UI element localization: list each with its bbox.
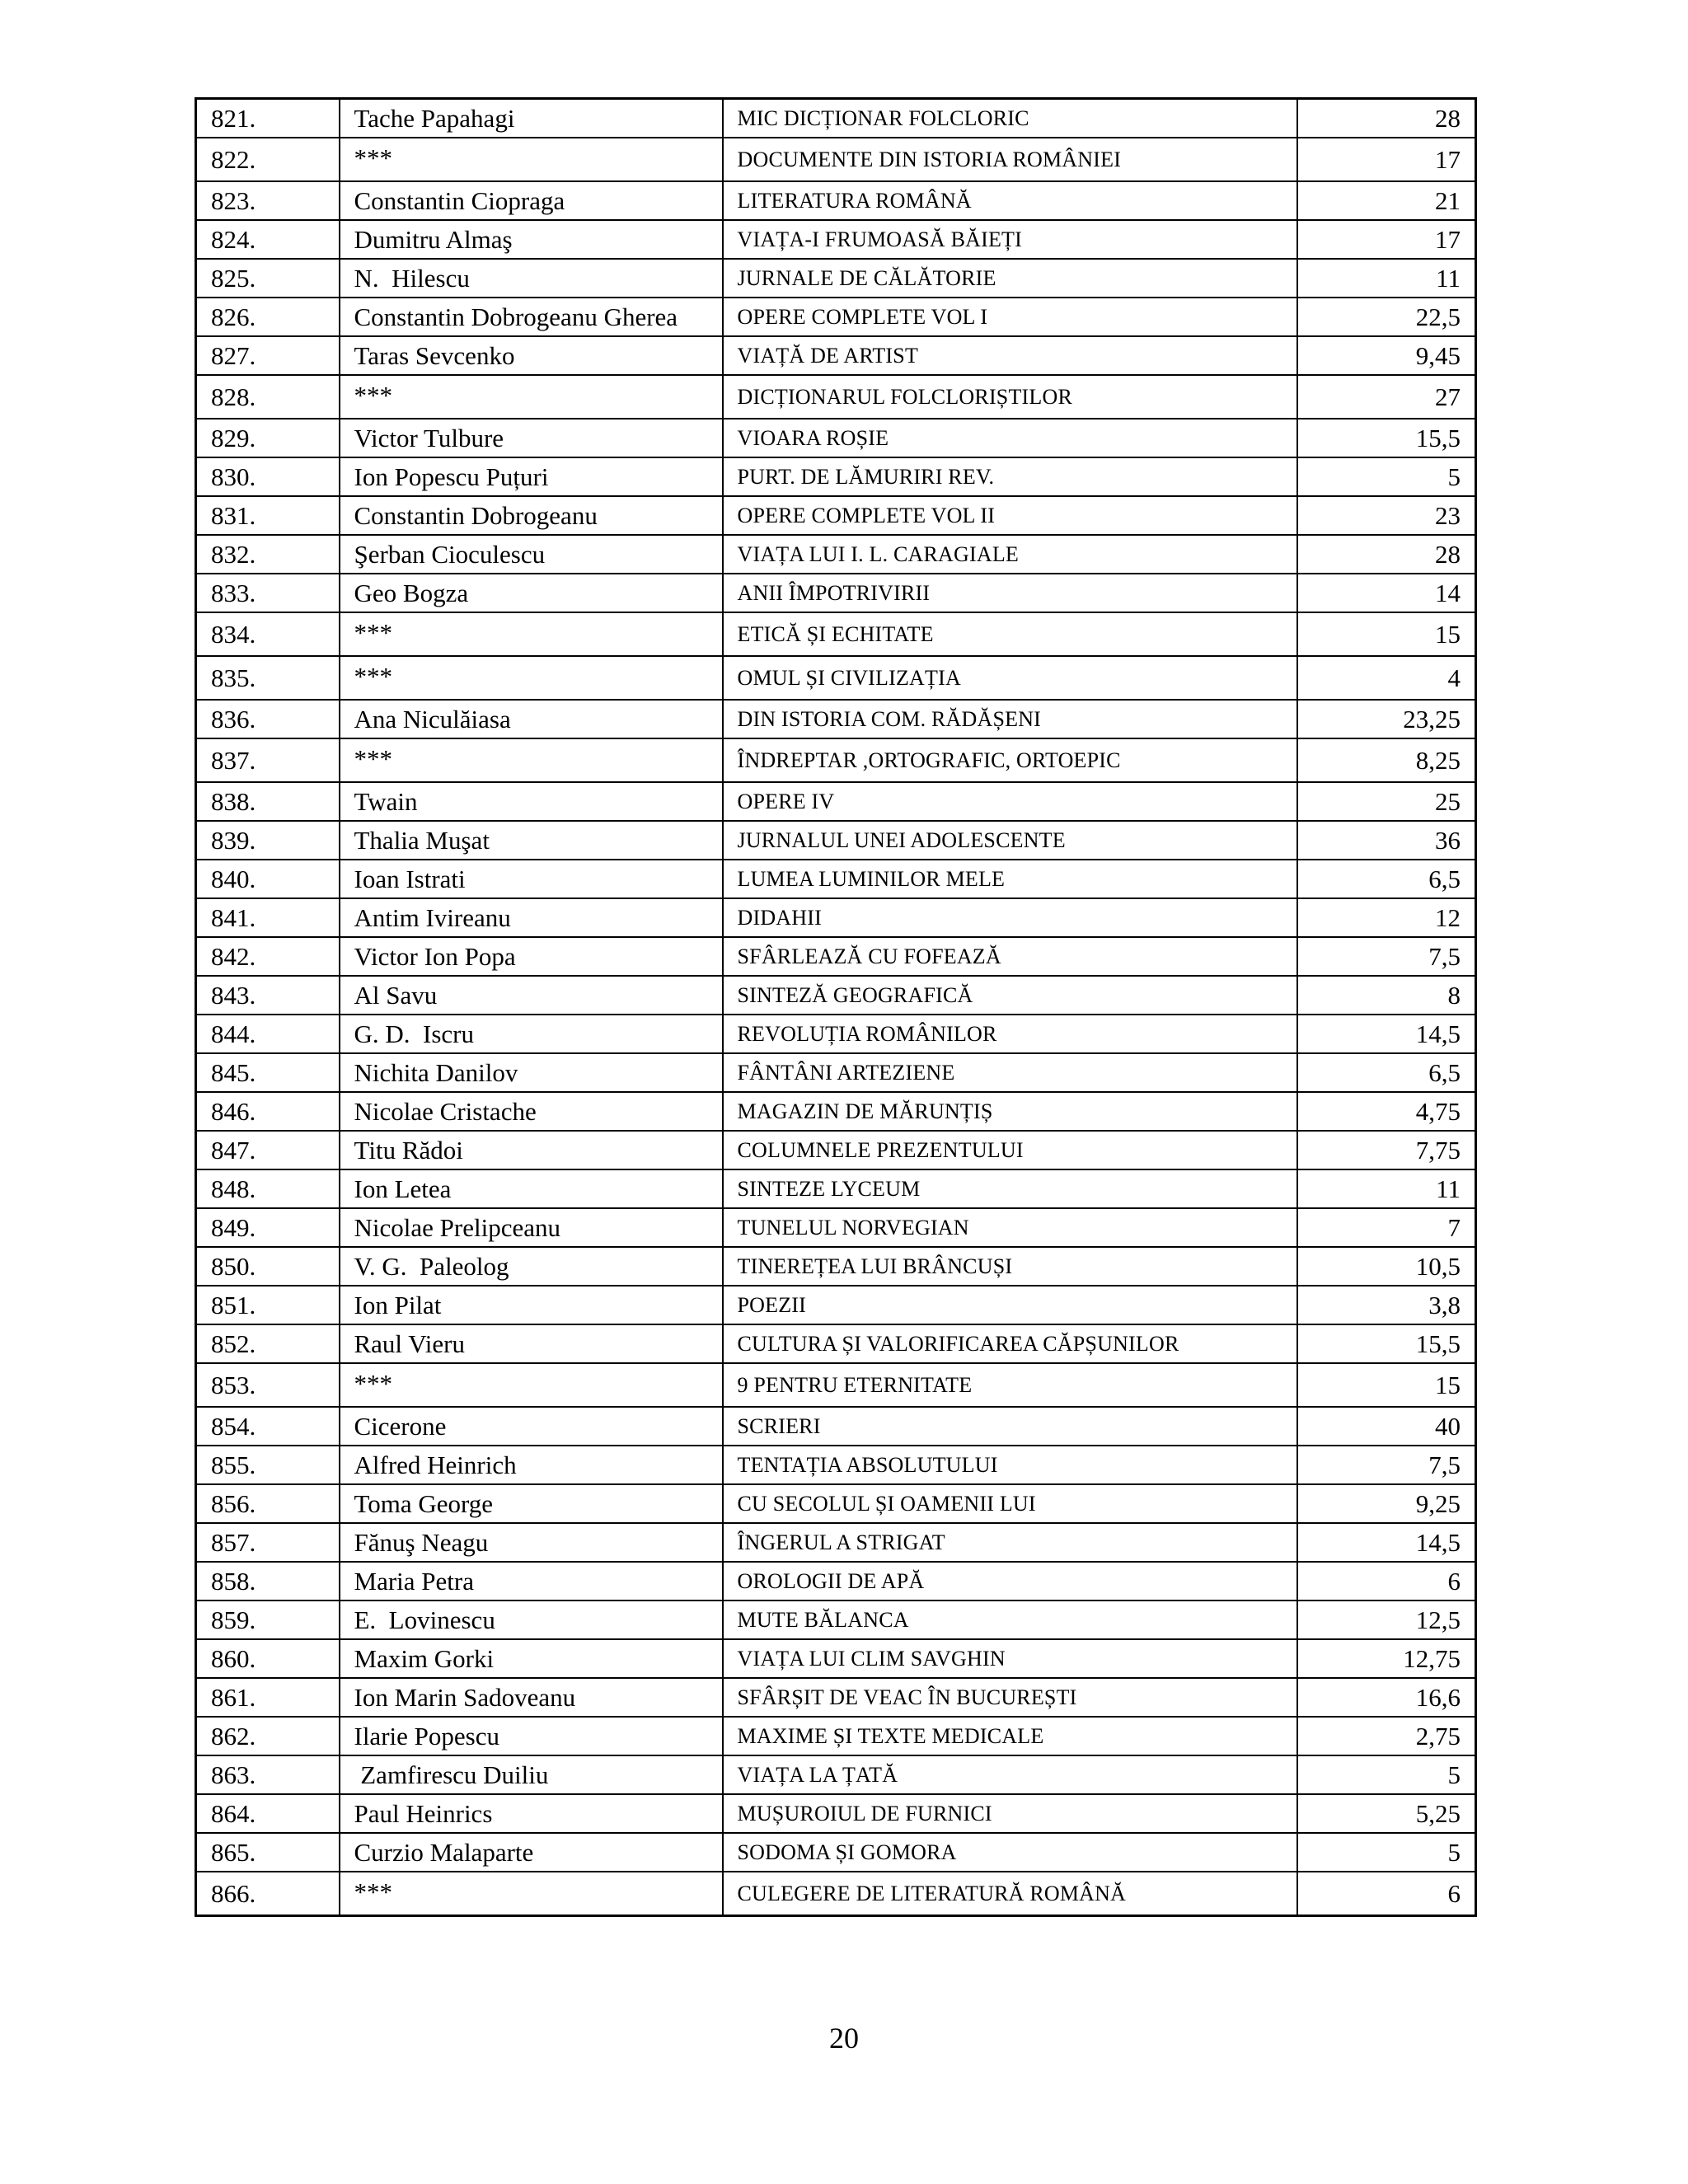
author-cell: Ioan Istrati [340,860,723,898]
row-number: 856. [196,1484,340,1523]
table-row [196,496,1476,535]
title-cell: JURNALE DE CĂLĂTORIE [723,259,1297,298]
row-number: 865. [196,1833,340,1872]
table-row [196,1247,1476,1286]
title-cell: VIAȚA LA ȚATĂ [723,1755,1297,1794]
price-cell: 10,5 [1297,1247,1476,1286]
price-cell: 7,75 [1297,1131,1476,1169]
author-cell: Nichita Danilov [340,1053,723,1092]
title-cell: TINEREȚEA LUI BRÂNCUȘI [723,1247,1297,1286]
author-cell: Constantin Dobrogeanu Gherea [340,298,723,336]
table-row [196,375,1476,419]
author-cell: E. Lovinescu [340,1601,723,1639]
inventory-table-body [196,99,1476,1916]
table-row [196,1678,1476,1717]
row-number: 845. [196,1053,340,1092]
table-row [196,1601,1476,1639]
table-row [196,1794,1476,1833]
price-cell: 7 [1297,1208,1476,1247]
author-cell: Fănuş Neagu [340,1523,723,1562]
row-number: 828. [196,375,340,419]
author-cell: Constantin Dobrogeanu [340,496,723,535]
author-cell: Ion Letea [340,1169,723,1208]
table-row [196,1562,1476,1601]
author-cell: *** [340,375,723,419]
author-cell: Curzio Malaparte [340,1833,723,1872]
title-cell: COLUMNELE PREZENTULUI [723,1131,1297,1169]
price-cell: 8,25 [1297,738,1476,782]
title-cell: OPERE IV [723,782,1297,821]
row-number: 831. [196,496,340,535]
author-cell: Raul Vieru [340,1324,723,1363]
row-number: 829. [196,419,340,457]
table-row [196,574,1476,612]
author-cell: Victor Tulbure [340,419,723,457]
title-cell: VIOARA ROȘIE [723,419,1297,457]
author-cell: Titu Rădoi [340,1131,723,1169]
price-cell: 6,5 [1297,860,1476,898]
table-row [196,976,1476,1015]
title-cell: DOCUMENTE DIN ISTORIA ROMÂNIEI [723,138,1297,181]
row-number: 840. [196,860,340,898]
row-number: 862. [196,1717,340,1755]
price-cell: 2,75 [1297,1717,1476,1755]
author-cell: Ilarie Popescu [340,1717,723,1755]
table-row [196,1484,1476,1523]
author-cell: Alfred Heinrich [340,1446,723,1484]
title-cell: SODOMA ȘI GOMORA [723,1833,1297,1872]
row-number: 848. [196,1169,340,1208]
title-cell: SFÂRLEAZĂ CU FOFEAZĂ [723,937,1297,976]
author-cell: Thalia Muşat [340,821,723,860]
title-cell: DIN ISTORIA COM. RĂDĂȘENI [723,700,1297,738]
title-cell: CU SECOLUL ȘI OAMENII LUI [723,1484,1297,1523]
price-cell: 9,25 [1297,1484,1476,1523]
price-cell: 15 [1297,1363,1476,1407]
price-cell: 23 [1297,496,1476,535]
price-cell: 5 [1297,1833,1476,1872]
row-number: 863. [196,1755,340,1794]
table-row [196,1755,1476,1794]
title-cell: ANII ÎMPOTRIVIRII [723,574,1297,612]
author-cell: *** [340,138,723,181]
title-cell: OMUL ȘI CIVILIZAȚIA [723,656,1297,700]
title-cell: SCRIERI [723,1407,1297,1446]
title-cell: OROLOGII DE APĂ [723,1562,1297,1601]
price-cell: 17 [1297,220,1476,259]
title-cell: CULEGERE DE LITERATURĂ ROMÂNĂ [723,1872,1297,1916]
author-cell: Maria Petra [340,1562,723,1601]
row-number: 844. [196,1015,340,1053]
row-number: 846. [196,1092,340,1131]
title-cell: FÂNTÂNI ARTEZIENE [723,1053,1297,1092]
price-cell: 15 [1297,612,1476,656]
table-row [196,1446,1476,1484]
price-cell: 23,25 [1297,700,1476,738]
title-cell: CULTURA ȘI VALORIFICAREA CĂPȘUNILOR [723,1324,1297,1363]
row-number: 842. [196,937,340,976]
price-cell: 7,5 [1297,1446,1476,1484]
row-number: 854. [196,1407,340,1446]
author-cell: Şerban Cioculescu [340,535,723,574]
table-row [196,1717,1476,1755]
title-cell: VIAȚA LUI CLIM SAVGHIN [723,1639,1297,1678]
row-number: 864. [196,1794,340,1833]
title-cell: ETICĂ ȘI ECHITATE [723,612,1297,656]
author-cell: Al Savu [340,976,723,1015]
table-row [196,656,1476,700]
row-number: 858. [196,1562,340,1601]
row-number: 832. [196,535,340,574]
price-cell: 5 [1297,1755,1476,1794]
row-number: 866. [196,1872,340,1916]
price-cell: 6 [1297,1872,1476,1916]
table-row [196,1208,1476,1247]
price-cell: 14 [1297,574,1476,612]
title-cell: VIAȚĂ DE ARTIST [723,336,1297,375]
row-number: 852. [196,1324,340,1363]
title-cell: MAGAZIN DE MĂRUNȚIȘ [723,1092,1297,1131]
row-number: 855. [196,1446,340,1484]
row-number: 826. [196,298,340,336]
title-cell: DIDAHII [723,898,1297,937]
author-cell: Twain [340,782,723,821]
title-cell: MUTE BĂLANCA [723,1601,1297,1639]
author-cell: *** [340,738,723,782]
row-number: 836. [196,700,340,738]
title-cell: POEZII [723,1286,1297,1324]
title-cell: SINTEZE LYCEUM [723,1169,1297,1208]
title-cell: OPERE COMPLETE VOL I [723,298,1297,336]
price-cell: 28 [1297,535,1476,574]
author-cell: Dumitru Almaş [340,220,723,259]
table-row [196,782,1476,821]
table-row [196,700,1476,738]
row-number: 843. [196,976,340,1015]
title-cell: 9 PENTRU ETERNITATE [723,1363,1297,1407]
price-cell: 14,5 [1297,1015,1476,1053]
title-cell: LUMEA LUMINILOR MELE [723,860,1297,898]
page-number: 20 [829,2022,859,2055]
table-row [196,1324,1476,1363]
table-row [196,821,1476,860]
table-row [196,1053,1476,1092]
price-cell: 14,5 [1297,1523,1476,1562]
row-number: 825. [196,259,340,298]
table-row [196,336,1476,375]
table-row [196,898,1476,937]
title-cell: SINTEZĂ GEOGRAFICĂ [723,976,1297,1015]
table-row [196,1015,1476,1053]
table-row [196,1407,1476,1446]
author-cell: Nicolae Prelipceanu [340,1208,723,1247]
row-number: 837. [196,738,340,782]
price-cell: 40 [1297,1407,1476,1446]
table-row [196,457,1476,496]
title-cell: VIAȚA-I FRUMOASĂ BĂIEȚI [723,220,1297,259]
row-number: 841. [196,898,340,937]
row-number: 850. [196,1247,340,1286]
price-cell: 9,45 [1297,336,1476,375]
title-cell: DICȚIONARUL FOLCLORIȘTILOR [723,375,1297,419]
price-cell: 12,5 [1297,1601,1476,1639]
title-cell: SFÂRȘIT DE VEAC ÎN BUCUREȘTI [723,1678,1297,1717]
title-cell: REVOLUȚIA ROMÂNILOR [723,1015,1297,1053]
price-cell: 25 [1297,782,1476,821]
price-cell: 21 [1297,181,1476,220]
table-row [196,419,1476,457]
table-row [196,738,1476,782]
title-cell: PURT. DE LĂMURIRI REV. [723,457,1297,496]
title-cell: VIAȚA LUI I. L. CARAGIALE [723,535,1297,574]
row-number: 823. [196,181,340,220]
row-number: 827. [196,336,340,375]
author-cell: Maxim Gorki [340,1639,723,1678]
price-cell: 27 [1297,375,1476,419]
author-cell: V. G. Paleolog [340,1247,723,1286]
price-cell: 6,5 [1297,1053,1476,1092]
row-number: 859. [196,1601,340,1639]
title-cell: LITERATURA ROMÂNĂ [723,181,1297,220]
table-row [196,298,1476,336]
price-cell: 3,8 [1297,1286,1476,1324]
table-row [196,612,1476,656]
price-cell: 11 [1297,259,1476,298]
table-row [196,1092,1476,1131]
author-cell: Toma George [340,1484,723,1523]
price-cell: 6 [1297,1562,1476,1601]
table-row [196,937,1476,976]
row-number: 851. [196,1286,340,1324]
author-cell: Constantin Ciopraga [340,181,723,220]
price-cell: 12,75 [1297,1639,1476,1678]
table-row [196,1639,1476,1678]
table-row [196,860,1476,898]
table-row [196,1169,1476,1208]
title-cell: MUȘUROIUL DE FURNICI [723,1794,1297,1833]
table-row [196,181,1476,220]
author-cell: *** [340,1363,723,1407]
row-number: 833. [196,574,340,612]
title-cell: TUNELUL NORVEGIAN [723,1208,1297,1247]
table-row [196,1131,1476,1169]
title-cell: MAXIME ȘI TEXTE MEDICALE [723,1717,1297,1755]
row-number: 861. [196,1678,340,1717]
author-cell: Cicerone [340,1407,723,1446]
price-cell: 17 [1297,138,1476,181]
row-number: 838. [196,782,340,821]
table-row [196,99,1476,138]
row-number: 860. [196,1639,340,1678]
table-row [196,1286,1476,1324]
inventory-table [195,97,1477,1917]
table-row [196,1872,1476,1916]
row-number: 824. [196,220,340,259]
title-cell: OPERE COMPLETE VOL II [723,496,1297,535]
table-row [196,535,1476,574]
author-cell: Taras Sevcenko [340,336,723,375]
row-number: 830. [196,457,340,496]
author-cell: Ion Pilat [340,1286,723,1324]
table-row [196,220,1476,259]
price-cell: 5 [1297,457,1476,496]
row-number: 847. [196,1131,340,1169]
title-cell: TENTAȚIA ABSOLUTULUI [723,1446,1297,1484]
author-cell: Ion Popescu Puțuri [340,457,723,496]
author-cell: Victor Ion Popa [340,937,723,976]
row-number: 822. [196,138,340,181]
price-cell: 12 [1297,898,1476,937]
table-row [196,1523,1476,1562]
row-number: 849. [196,1208,340,1247]
title-cell: MIC DICȚIONAR FOLCLORIC [723,99,1297,138]
table-row [196,259,1476,298]
author-cell: N. Hilescu [340,259,723,298]
price-cell: 5,25 [1297,1794,1476,1833]
price-cell: 36 [1297,821,1476,860]
row-number: 839. [196,821,340,860]
author-cell: Antim Ivireanu [340,898,723,937]
author-cell: *** [340,612,723,656]
author-cell: Ion Marin Sadoveanu [340,1678,723,1717]
price-cell: 4,75 [1297,1092,1476,1131]
title-cell: ÎNGERUL A STRIGAT [723,1523,1297,1562]
author-cell: Zamfirescu Duiliu [340,1755,723,1794]
price-cell: 11 [1297,1169,1476,1208]
row-number: 834. [196,612,340,656]
row-number: 857. [196,1523,340,1562]
author-cell: Paul Heinrics [340,1794,723,1833]
author-cell: Tache Papahagi [340,99,723,138]
title-cell: ÎNDREPTAR ,ORTOGRAFIC, ORTOEPIC [723,738,1297,782]
price-cell: 28 [1297,99,1476,138]
author-cell: Nicolae Cristache [340,1092,723,1131]
author-cell: *** [340,1872,723,1916]
price-cell: 8 [1297,976,1476,1015]
price-cell: 16,6 [1297,1678,1476,1717]
table-row [196,1833,1476,1872]
price-cell: 4 [1297,656,1476,700]
title-cell: JURNALUL UNEI ADOLESCENTE [723,821,1297,860]
row-number: 821. [196,99,340,138]
price-cell: 7,5 [1297,937,1476,976]
table-row [196,138,1476,181]
row-number: 853. [196,1363,340,1407]
price-cell: 22,5 [1297,298,1476,336]
table-row [196,1363,1476,1407]
price-cell: 15,5 [1297,419,1476,457]
author-cell: *** [340,656,723,700]
row-number: 835. [196,656,340,700]
price-cell: 15,5 [1297,1324,1476,1363]
author-cell: Geo Bogza [340,574,723,612]
author-cell: G. D. Iscru [340,1015,723,1053]
author-cell: Ana Niculăiasa [340,700,723,738]
